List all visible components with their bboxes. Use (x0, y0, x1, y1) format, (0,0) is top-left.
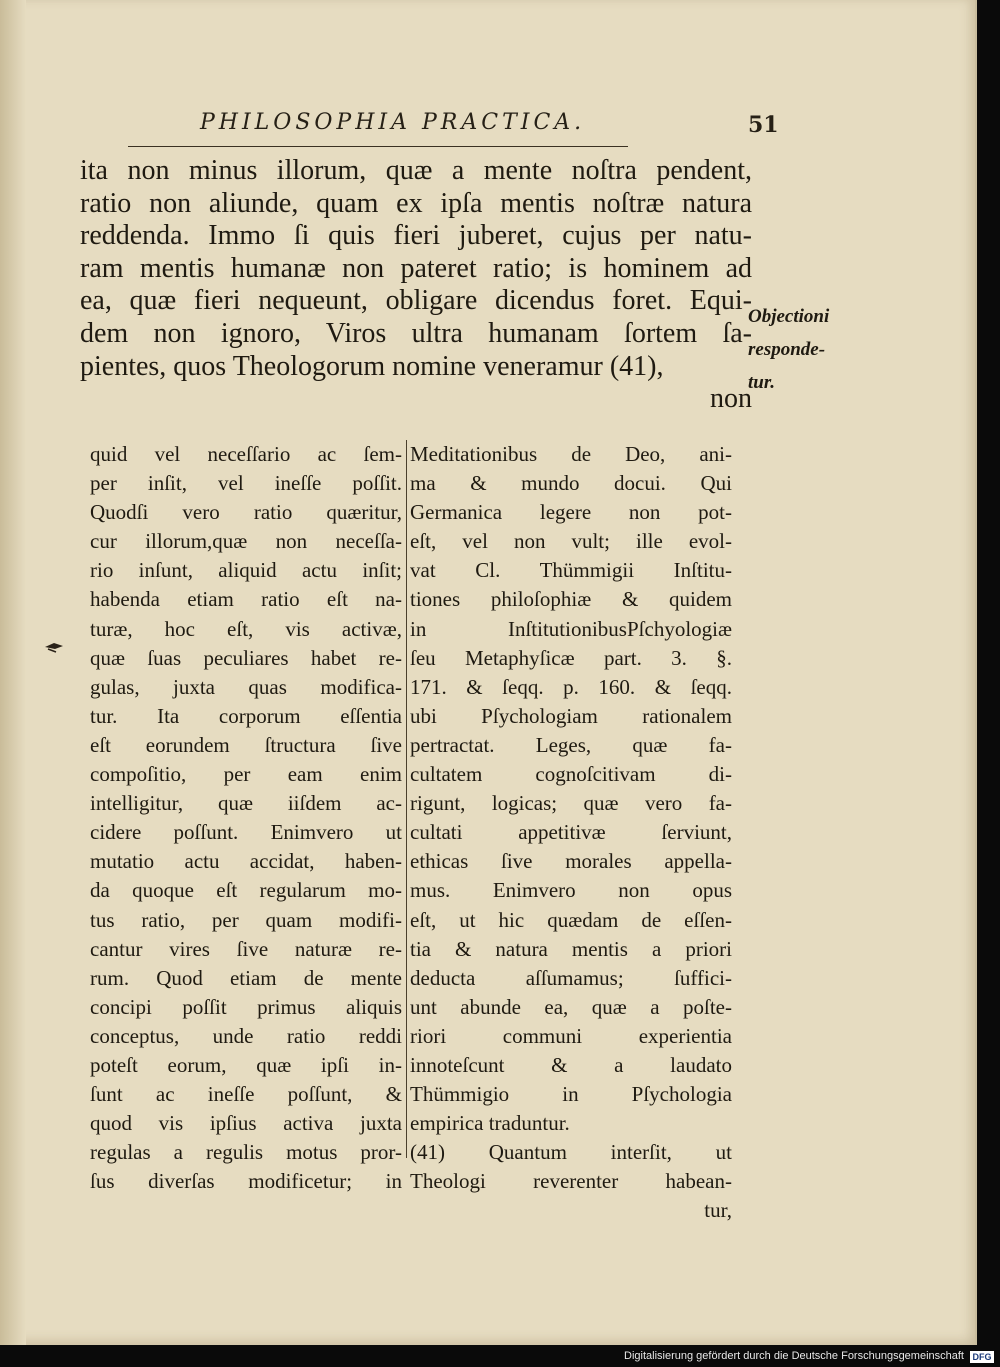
footnote-line: gulas, juxta quas modifica- (90, 674, 402, 699)
running-head-title: PHILOSOPHIA PRACTICA. (200, 110, 586, 135)
page-gutter (0, 0, 26, 1345)
catchword: tur, (704, 1198, 732, 1223)
footnote-line: Theologi reverenter habean- (410, 1169, 732, 1194)
main-text-line: reddenda. Immo ſi quis fieri juberet, cujus per natu- (80, 220, 752, 252)
header-rule (128, 146, 628, 147)
main-text-line: ram mentis humanæ non pateret ratio; is hominem ad (80, 252, 752, 284)
footnote-line: 171. & ſeqq. p. 160. & ſeqq. (410, 674, 732, 699)
page-number: 51 (748, 112, 779, 138)
marginal-note (748, 300, 858, 399)
footnote-line: riori communi experientia (410, 1023, 732, 1048)
footnote-line: Meditationibus de Deo, ani- (410, 442, 732, 466)
footnote-line: tur. Ita corporum eſſentia (90, 703, 402, 728)
footnote-line: eſt eorundem ſtructura ſive (90, 732, 402, 757)
footnote-line: cur illorum,quæ non neceſſa- (90, 529, 402, 554)
main-text-line: dem non ignoro, Viros ultra humanam ſortem ſa- (80, 317, 752, 349)
footnote-line: da quoque eſt regularum mo- (90, 878, 402, 903)
footnote-line: Thümmigio in Pſychologia (410, 1082, 732, 1107)
funding-notice: Digitalisierung gefördert durch die Deutsche Forschungsgemeinschaft (624, 1350, 964, 1362)
footnote-line: ubi Pſychologiam rationalem (410, 703, 732, 728)
column-divider (406, 440, 407, 1158)
catchword: non (710, 383, 752, 415)
footnote-line: ſunt ac ineſſe poſſunt, & (90, 1082, 402, 1107)
footnote-line: poteſt eorum, quæ ipſi in- (90, 1052, 402, 1077)
footnote-line: tiones philoſophiæ & quidem (410, 587, 732, 612)
footnote-line: quid vel neceſſario ac ſem- (90, 442, 402, 466)
footnote-line: Quodſi vero ratio quæritur, (90, 500, 402, 525)
footnote-line: (41) Quantum interſit, ut (410, 1140, 732, 1165)
marginal-note-line: responde- (748, 339, 826, 360)
main-text-block (80, 155, 752, 416)
footnote-line: ma & mundo docui. Qui (410, 471, 732, 496)
footnote-line: deducta aſſumamus; ſuffici- (410, 965, 732, 990)
footnote-line: concipi poſſit primus aliquis (90, 994, 402, 1019)
footnote-line: cultati appetitivæ ſerviunt, (410, 820, 732, 845)
footnote-line: intelligitur, quæ iiſdem ac- (90, 791, 402, 816)
footnote-line: rum. Quod etiam de mente (90, 965, 402, 990)
main-text-line: ea, quæ fieri nequeunt, obligare dicendus foret. Equi- (80, 285, 752, 317)
footnote-line: pertractat. Leges, quæ fa- (410, 732, 732, 757)
footnote-left-column (90, 440, 402, 1196)
footnote-line: eſt, vel non vult; ille evol- (410, 529, 732, 554)
footnote-line: regulas a regulis motus pror- (90, 1140, 402, 1165)
footnote-line: eſt, ut hic quædam de eſſen- (410, 907, 732, 932)
footnote-line: cultatem cognoſcitivam di- (410, 762, 732, 787)
footnote-line: cantur vires ſive naturæ re- (90, 936, 402, 961)
footnote-line: in InſtitutionibusPſchyologiæ (410, 616, 732, 641)
footnote-line: empirica traduntur. (410, 1111, 570, 1136)
footnote-line: innoteſcunt & a laudato (410, 1052, 732, 1077)
footnote-line: turæ, hoc eſt, vis activæ, (90, 616, 402, 641)
main-text-line: ita non minus illorum, quæ a mente noſtra pendent, (80, 155, 752, 186)
footnote-line: quod vis ipſius activa juxta (90, 1111, 402, 1136)
footnote-line: conceptus, unde ratio reddi (90, 1023, 402, 1048)
footnote-line: compoſitio, per eam enim (90, 762, 402, 787)
hand-pointer-icon (44, 640, 64, 654)
footnote-right-column (410, 440, 732, 1226)
main-text-line: pientes, quos Theologorum nomine veneramur (41), (80, 350, 664, 382)
footnote-line: ethicas ſive morales appella- (410, 849, 732, 874)
footnote-line: Germanica legere non pot- (410, 500, 732, 525)
footnote-line: ſus diverſas modificetur; in (90, 1169, 402, 1194)
footnote-line: tia & natura mentis a priori (410, 936, 732, 961)
footnote-line: habenda etiam ratio eſt na- (90, 587, 402, 612)
footnote-line: tus ratio, per quam modifi- (90, 907, 402, 932)
footnote-line: unt abunde ea, quæ a poſte- (410, 994, 732, 1019)
marginal-note-line: tur. (748, 372, 775, 393)
footnote-line: quæ ſuas peculiares habet re- (90, 645, 402, 670)
footnote-line: rio inſunt, aliquid actu inſit; (90, 558, 402, 583)
footnote-line: cidere poſſunt. Enimvero ut (90, 820, 402, 845)
footnote-line: rigunt, logicas; quæ vero fa- (410, 791, 732, 816)
footnote-line: ſeu Metaphyſicæ part. 3. §. (410, 645, 732, 670)
footnote-line: vat Cl. Thümmigii Inſtitu- (410, 558, 732, 583)
marginal-note-line: Objectioni (748, 306, 830, 327)
footnote-line: per inſit, vel ineſſe poſſit. (90, 471, 402, 496)
footnote-line: mutatio actu accidat, haben- (90, 849, 402, 874)
dfg-logo: DFG (970, 1351, 994, 1363)
footnote-line: mus. Enimvero non opus (410, 878, 732, 903)
main-text-line: ratio non aliunde, quam ex ipſa mentis noſtræ natura (80, 187, 752, 219)
